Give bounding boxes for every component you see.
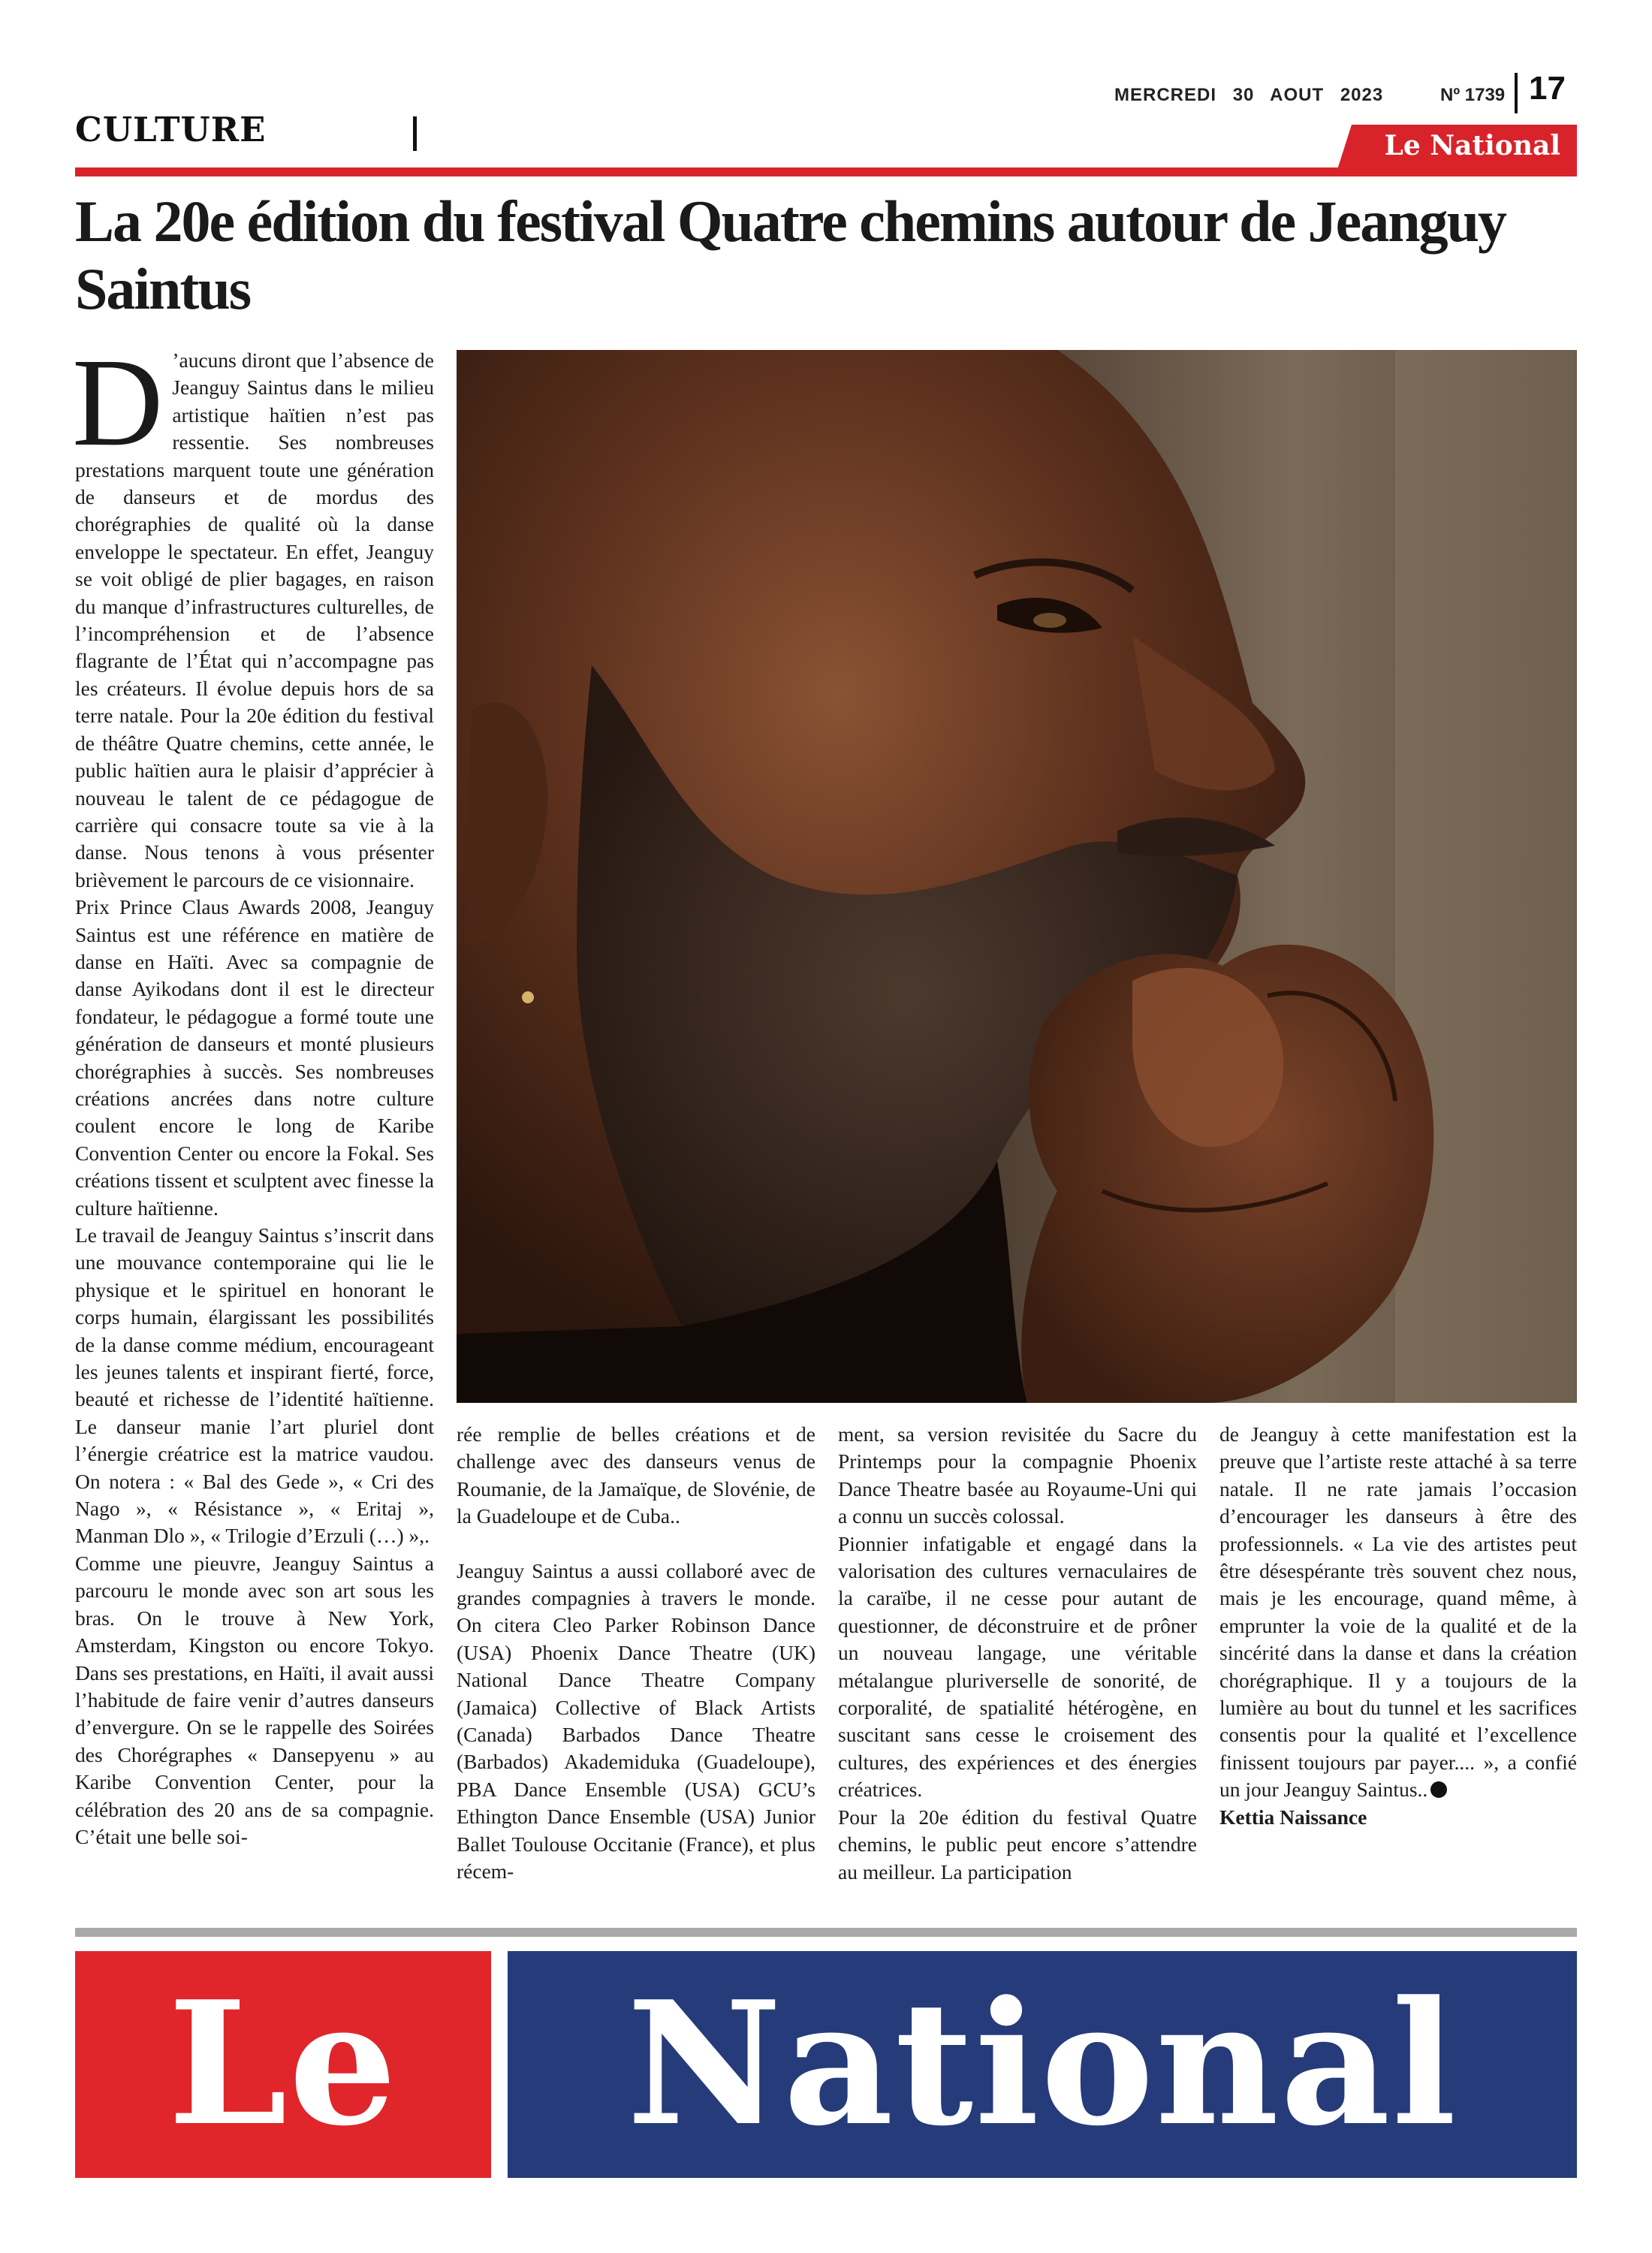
portrait-photo xyxy=(457,350,1577,1403)
drop-cap: D xyxy=(72,333,164,472)
section-title: CULTURE xyxy=(75,110,267,149)
logo-separator xyxy=(491,1951,508,2178)
end-of-article-icon xyxy=(1430,1781,1447,1798)
issue-date-text: 30 AOUT 2023 xyxy=(1232,85,1384,105)
article-column-2 xyxy=(457,1421,815,1886)
paragraph: Le travail de Jeanguy Saintus s’inscrit dans une mouvance contemporaine qui lie le physique et le spirituel en honorant le corps humain, élargissant les possibilités de la danse comme médium, encourageant les jeunes talents et inspirant fierté, force, beauté et richesse de l’identité haïtienne. Le danseur manie l’art pluriel dont l’énergie créatrice est la matrice vaudou. On notera : « Bal des Gede », « Cri des Nago », « Résistance », « Eritaj », Manman Dlo », « Trilogie d’Erzuli (…) »,. xyxy=(75,1223,434,1548)
paragraph: Pour la 20e édition du festival Quatre chemins, le public peut encore s’attendre au meilleur. La participation xyxy=(838,1805,1197,1884)
issue-day: MERCREDI xyxy=(1114,85,1217,105)
paragraph: Prix Prince Claus Awards 2008, Jeanguy Saintus est une référence en matière de danse en Haïti. Avec sa compagnie de danse Ayikodans dont il est le directeur fondateur, le pédagogue a formé toute une génération de danseurs et monté plusieurs chorégraphies à succès. Ses nombreuses créations ancrées dans notre culture coulent encore le long de Karibe Convention Center ou encore la Fokal. Ses créations tissent et sculptent avec finesse la culture haïtienne. xyxy=(75,895,434,1220)
paragraph xyxy=(72,333,434,894)
section-divider xyxy=(413,116,417,151)
paragraph-text: de Jeanguy à cette manifestation est la preuve que l’artiste reste attaché à sa terre natale. Il ne rate jamais l’occasion d’encourager les danseurs à être des professionnels. « La vie des artistes peut être désespérante très souvent chez nous, mais je les encourage, quand même, à emprunter la voie de la qualité et de la sincérité dans la danse et dans la création chorégraphique. Il y a toujours de la lumière au bout du tunnel et les sacrifices consentis pour la qualité et l’excellence finissent toujours par payer.... », a confié un jour Jeanguy Saintus.. xyxy=(1219,1422,1577,1802)
header-divider xyxy=(1515,73,1518,113)
article-column-3 xyxy=(838,1421,1197,1886)
article-headline: La 20e édition du festival Quatre chemins autour de Jeanguy Saintus xyxy=(75,189,1506,321)
issue-number: Nº 1739 xyxy=(1440,85,1506,105)
page-number: 17 xyxy=(1529,70,1566,107)
footer-rule xyxy=(75,1928,1577,1937)
paragraph xyxy=(1219,1421,1577,1804)
paragraph: ment, sa version revisitée du Sacre du Printemps pour la compagnie Phoenix Dance Theatre basée au Royaume-Uni qui a connu un succès colossal. xyxy=(838,1422,1197,1528)
paragraph: Pionnier infatigable et engagé dans la valorisation des cultures vernaculaires de la caraïbe, il ne cesse pour autant de questionner, de déconstruire et de prôner un nouveau langage, une véritable métalangue pluriverselle de sonorité, de corporalité, de spatialité hétérogène, en suscitant sans cesse le croisement des cultures, des expériences et des énergies créatrices. xyxy=(838,1531,1197,1802)
logo-le-text: Le xyxy=(167,1965,399,2164)
paragraph-text: ’aucuns diront que l’absence de Jeanguy Saintus dans le milieu artistique haïtien n’est pas ressentie. Ses nombreuses prestations marquent toute une génération de danseurs et de mordus des chorégraphies de qualité où la danse enveloppe le spectateur. En effet, Jeanguy se voit obligé de plier bagages, en raison du manque d’infrastructures culturelles, de l’incompréhension et de l’absence flagrante de l’État qui n’accompagne pas les créateurs. Il évolue depuis hors de sa terre natale. Pour la 20e édition du festival de théâtre Quatre chemins, cette année, le public haïtien aura le plaisir d’apprécier à nouveau le talent de ce pédagogue de carrière qui consacre toute sa vie à la danse. Nous tenons à vous présenter brièvement le parcours de ce visionnaire. xyxy=(75,348,434,891)
issue-date xyxy=(1114,85,1467,106)
paragraph: Comme une pieuvre, Jeanguy Saintus a parcouru le monde avec son art sous les bras. On le trouve à New York, Amsterdam, Kingston ou encore Tokyo. Dans ses prestations, en Haïti, il avait aussi l’habitude de faire venir d’autres danseurs d’envergure. On se le rappelle des Soirées des Chorégraphes « Dansepyenu » au Karibe Convention Center, pour la célébration des 20 ans de sa compagnie. C’était une belle soi- xyxy=(75,1551,434,1848)
paragraph: rée remplie de belles créations et de challenge avec des danseurs venus de Roumanie, de la Jamaïque, de Slovénie, de la Guadeloupe et de Cuba.. xyxy=(457,1422,815,1528)
masthead-tab-label: Le National xyxy=(1384,130,1560,161)
author-byline: Kettia Naissance xyxy=(1219,1805,1367,1829)
article-column-1 xyxy=(72,333,434,1850)
article-column-4 xyxy=(1219,1421,1577,1831)
paragraph: Jeanguy Saintus a aussi collaboré avec de grandes compagnies à travers le monde. On citera Cleo Parker Robinson Dance (USA) Phoenix Dance Theatre (UK) National Dance Theatre Company (Jamaica) Collective of Black Artists (Canada) Barbados Dance Theatre (Barbados) Akademiduka (Guadeloupe), PBA Dance Ensemble (USA) GCU’s Ethington Dance Ensemble (USA) Junior Ballet Toulouse Occitanie (France), et plus récem- xyxy=(457,1558,815,1884)
logo-national-text: National xyxy=(626,1965,1458,2164)
